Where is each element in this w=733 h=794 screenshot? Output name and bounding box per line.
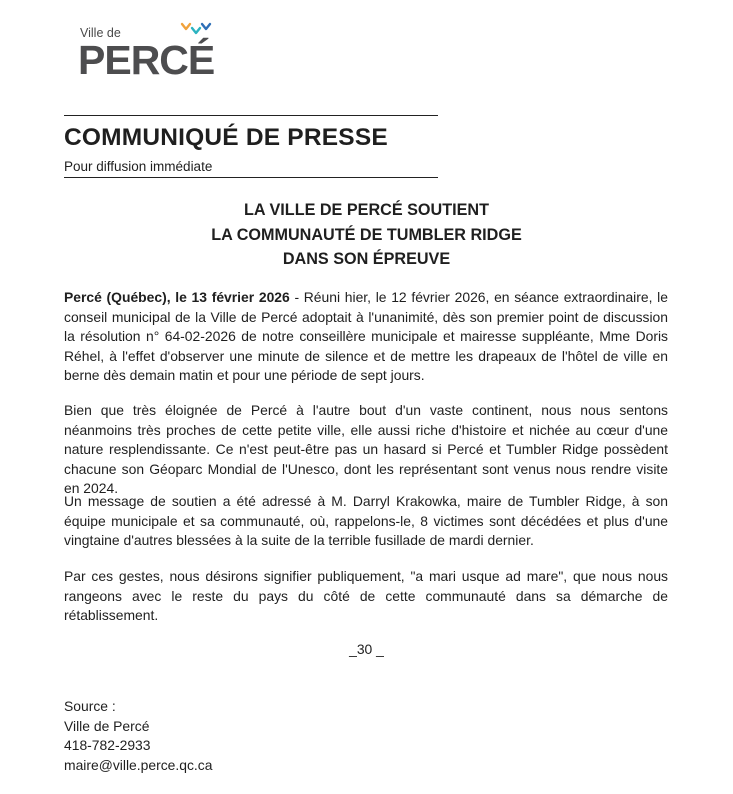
- source-email[interactable]: maire@ville.perce.qc.ca: [64, 756, 213, 773]
- paragraph-4: Par ces gestes, nous désirons signifier publiquement, "a mari usque ad mare", que nous nous rangeons avec le reste du pays du côté de cette communauté dans sa démarche de rétablissement.: [64, 568, 668, 624]
- logo-small-text: Ville de: [80, 26, 121, 40]
- paragraph-1: [64, 288, 668, 386]
- headline-line-1: LA VILLE DE PERCÉ SOUTIENT: [244, 201, 489, 219]
- header-bottom-rule: [64, 177, 438, 178]
- press-release-subtitle: Pour diffusion immédiate: [64, 159, 213, 174]
- paragraph-1-text: - Réuni hier, le 12 février 2026, en séance extraordinaire, le conseil municipal de la Ville de Percé adoptait à l'unanimité, dès son premier point de discussion la résolution n° 64-02-2026 de notre conseillère municipale et mairesse suppléante, Mme Doris Réhel, à l'effet d'observer une minute de silence et de mettre les drapeaux de l'hôtel de ville en berne dès demain matin et pour une période de sept jours.: [64, 289, 668, 384]
- dateline: Percé (Québec), le 13 février 2026: [64, 289, 290, 305]
- logo-mark-blue: [202, 24, 210, 29]
- source-block: [64, 697, 212, 775]
- source-organization: Ville de Percé: [64, 717, 150, 734]
- ville-de-perce-logo: [78, 22, 215, 83]
- logo-chevron-marks: [180, 22, 214, 36]
- end-mark: _30 _: [349, 641, 384, 657]
- paragraph-3: Un message de soutien a été adressé à M. Darryl Krakowka, maire de Tumbler Ridge, à son équipe municipale et sa communauté, où, rappelons-le, 8 victimes sont décédées et plus d'une vingtaine d'autres blessées à la suite de la terrible fusillade de mardi dernier.: [64, 493, 668, 549]
- header-top-rule: [64, 115, 438, 116]
- headline: [0, 198, 733, 272]
- logo-mark-teal: [192, 28, 200, 33]
- source-label: Source :: [64, 698, 116, 714]
- headline-line-3: DANS SON ÉPREUVE: [282, 250, 451, 268]
- press-release-title: COMMUNIQUÉ DE PRESSE: [64, 124, 388, 151]
- paragraph-2: Bien que très éloignée de Percé à l'autre bout d'un vaste continent, nous nous sentons néanmoins très proches de cette petite ville, elle aussi riche d'histoire et nichée au cœur d'une nature resplendissante. Ce n'est peut-être pas un hasard si Percé et Tumbler Ridge possèdent chacune son Géoparc Mondial de l'Unesco, dont les représentant sont venus nous rendre visite en 2024.: [64, 402, 668, 497]
- source-phone: 418-782-2933: [64, 737, 151, 753]
- logo-mark-orange: [182, 24, 190, 29]
- headline-line-2: LA COMMUNAUTÉ DE TUMBLER RIDGE: [211, 225, 522, 244]
- logo-wordmark: PERCÉ: [78, 37, 215, 83]
